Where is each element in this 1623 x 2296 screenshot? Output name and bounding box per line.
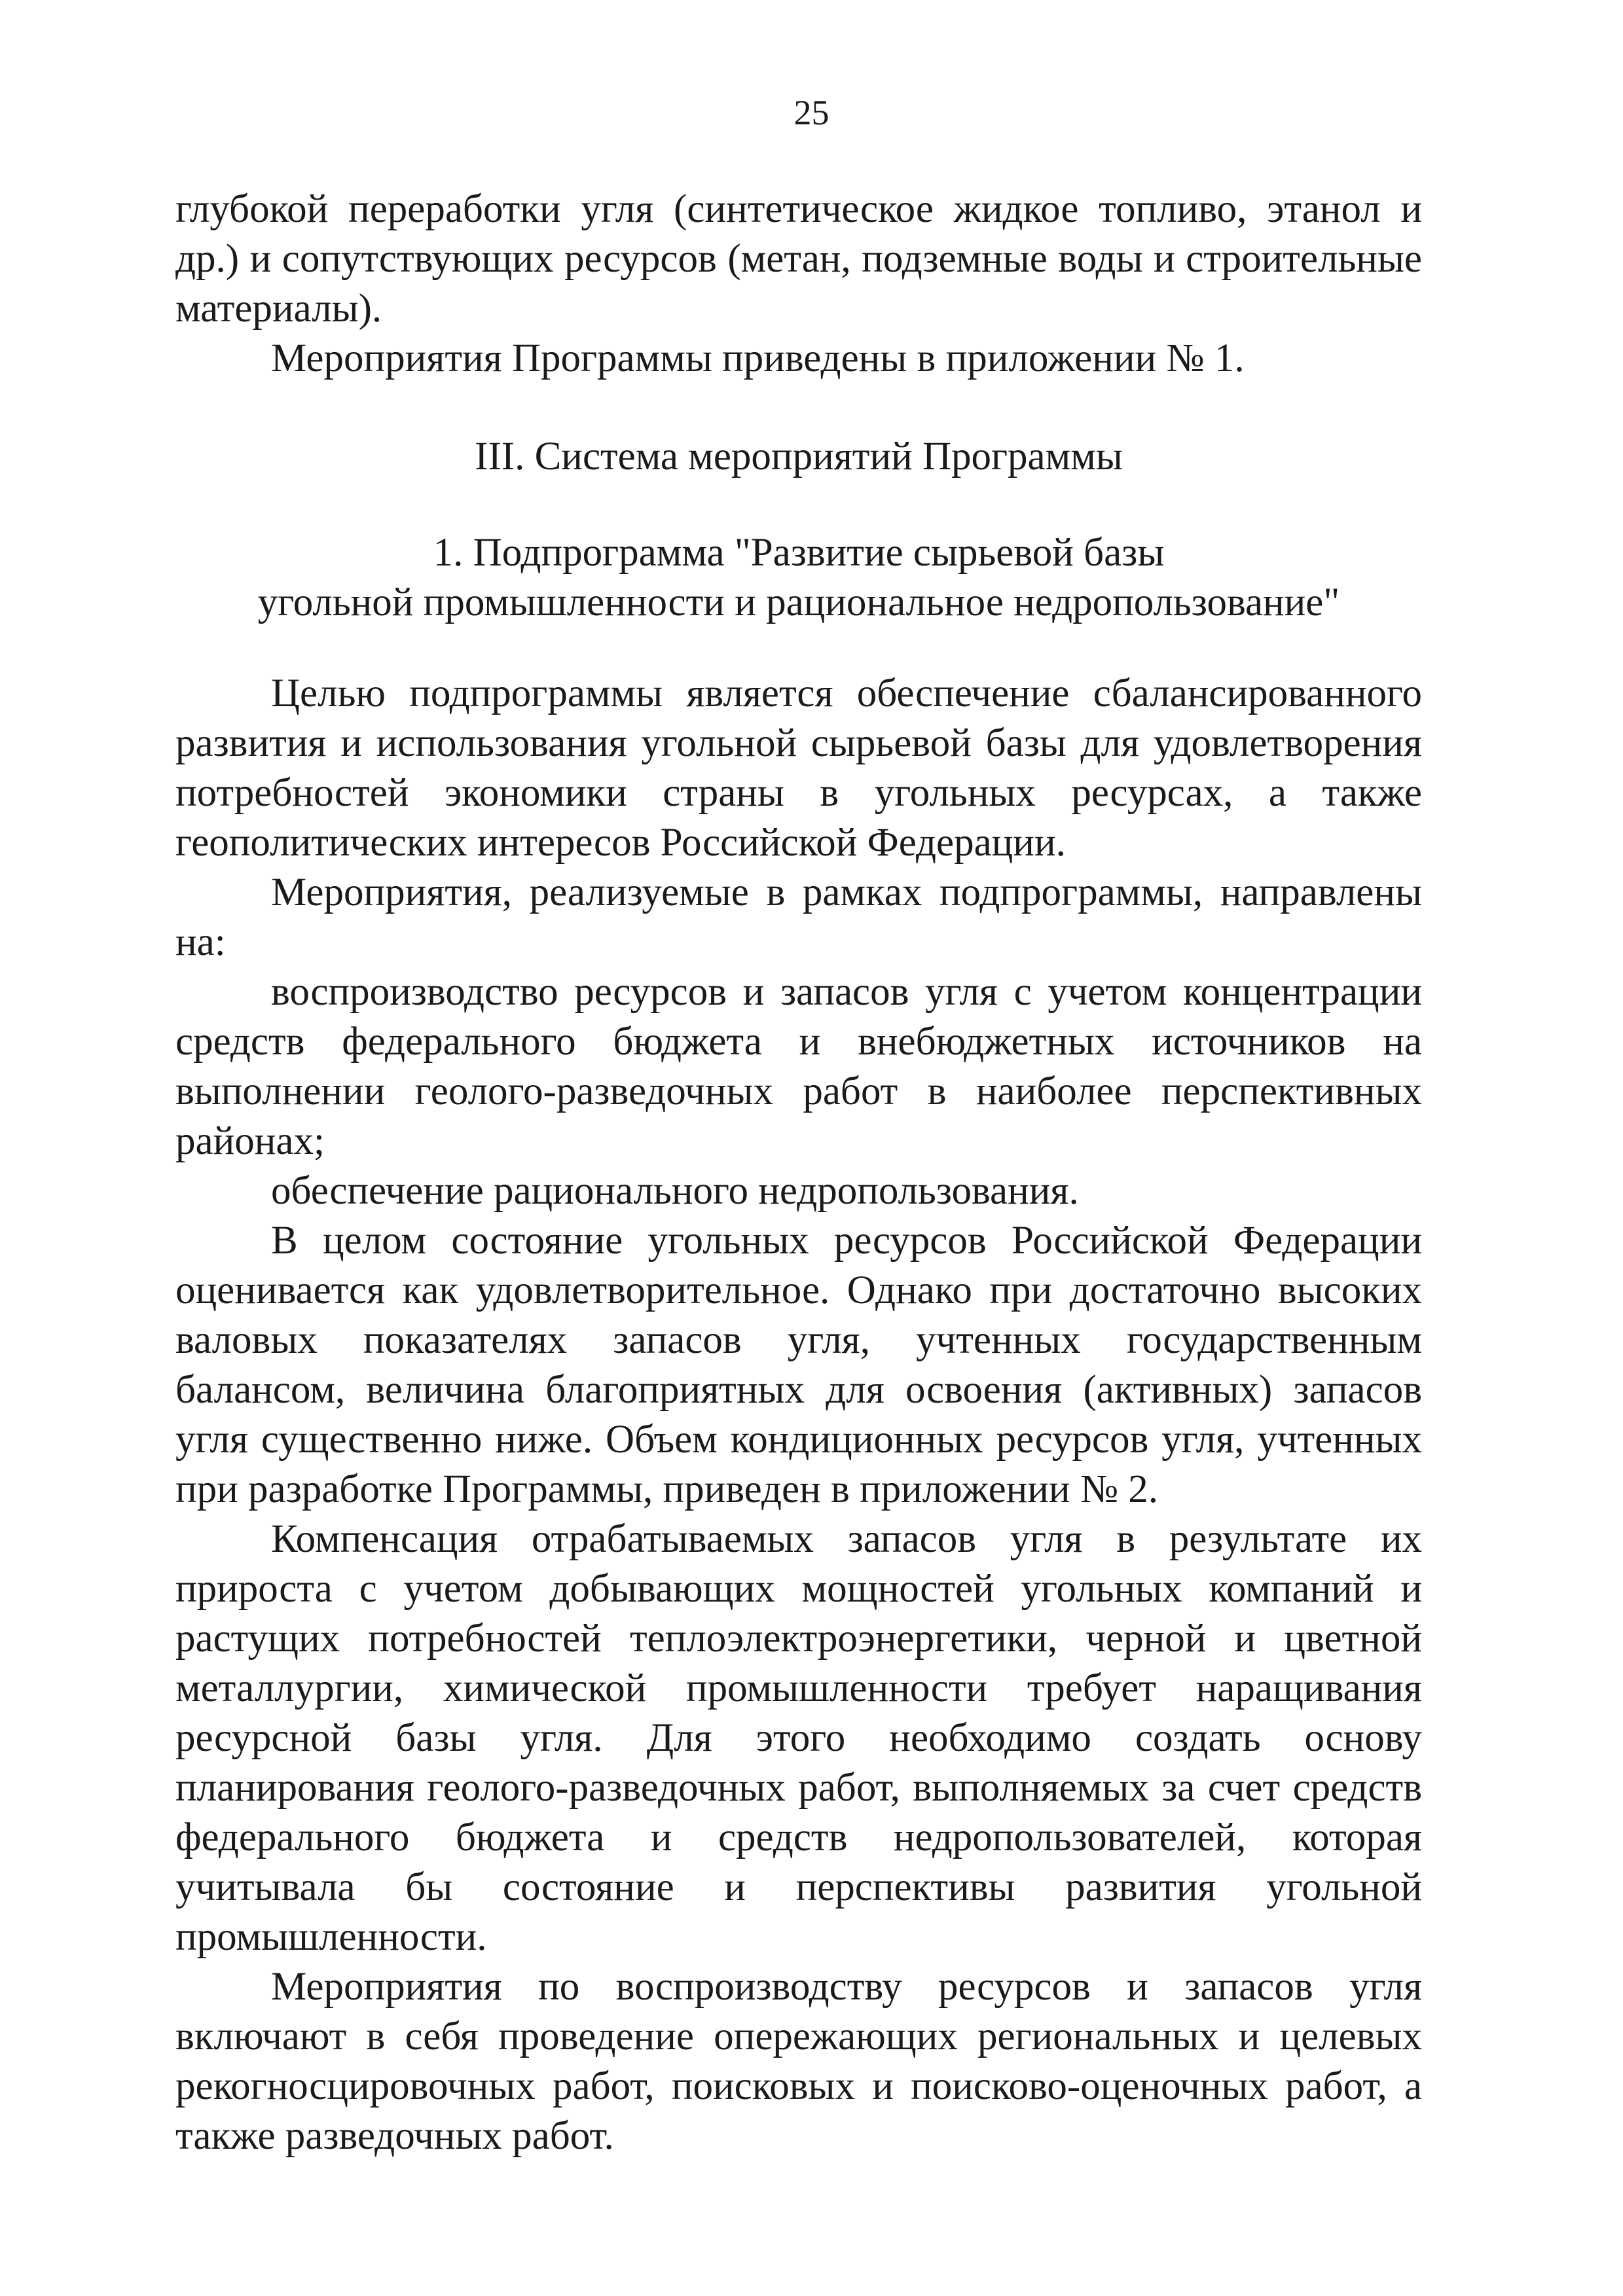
subprogram-heading-line-2: угольной промышленности и рациональное недропользование" xyxy=(257,581,1340,624)
paragraph-goal: Целью подпрограммы является обеспечение сбалансированного развития и использования угольной сырьевой базы для удовлетворения потребностей экономики страны в угольных ресурсах, а также геополитических интересов Российской Федерации. xyxy=(175,672,1422,865)
intro-block xyxy=(175,185,1422,384)
section-heading: III. Система мероприятий Программы xyxy=(475,435,1123,478)
intro-continuation-paragraph: глубокой переработки угля (синтетическое жидкое топливо, этанол и др.) и сопутствующих ресурсов (метан, подземные воды и строительные материалы). xyxy=(175,187,1422,331)
paragraph-measures-intro: Мероприятия, реализуемые в рамках подпрограммы, направлены на: xyxy=(175,870,1422,964)
appendix-reference-paragraph: Мероприятия Программы приведены в приложении № 1. xyxy=(271,336,1245,380)
main-text-block xyxy=(175,669,1422,2161)
section-heading-block xyxy=(175,432,1422,482)
paragraph-rational-use: обеспечение рационального недропользования. xyxy=(271,1169,1079,1213)
paragraph-exploration-measures: Мероприятия по воспроизводству ресурсов и запасов угля включают в себя проведение опережающих региональных и целевых рекогносцировочных работ, поисковых и поисково-оценочных работ, а также разведочных работ. xyxy=(175,1965,1422,2158)
page-number: 25 xyxy=(793,93,830,132)
paragraph-compensation: Компенсация отрабатываемых запасов угля в результате их прироста с учетом добывающих мощностей угольных компаний и растущих потребностей теплоэлектроэнергетики, черной и цветной металлургии, химической промышленности требует наращивания ресурсной базы угля. Для этого необходимо создать основу планирования геолого-разведочных работ, выполняемых за счет средств федерального бюджета и средств недропользователей, которая учитывала бы состояние и перспективы развития угольной промышленности. xyxy=(175,1517,1422,1959)
subprogram-heading-block xyxy=(175,528,1422,628)
paragraph-resource-state: В целом состояние угольных ресурсов Российской Федерации оценивается как удовлетворительное. Однако при достаточно высоких валовых показателях запасов угля, учтенных государственным балансом, величина благоприятных для освоения (активных) запасов угля существенно ниже. Объем кондиционных ресурсов угля, учтенных при разработке Программы, приведен в приложении № 2. xyxy=(175,1219,1422,1511)
paragraph-reproduction: воспроизводство ресурсов и запасов угля с учетом концентрации средств федерального бюджета и внебюджетных источников на выполнении геолого-разведочных работ в наиболее перспективных районах; xyxy=(175,970,1422,1163)
subprogram-heading-line-1: 1. Подпрограмма "Развитие сырьевой базы xyxy=(433,531,1165,575)
